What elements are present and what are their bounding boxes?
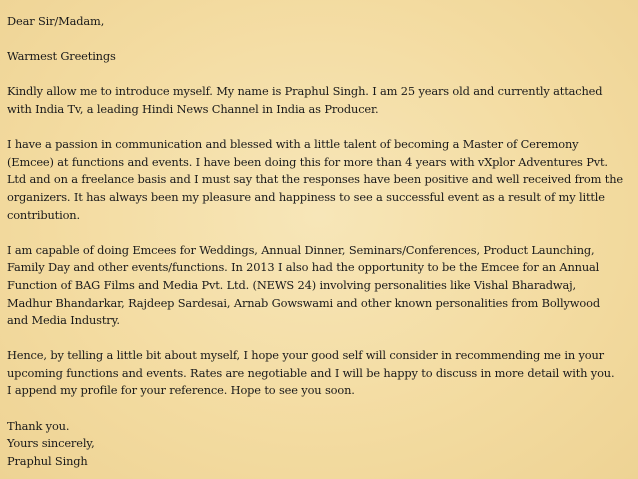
letter-body — [7, 13, 633, 470]
closing-thanks: Thank you. — [7, 418, 70, 433]
greeting: Warmest Greetings — [7, 49, 116, 64]
closing-block — [7, 418, 633, 471]
paragraph-request: Hence, by telling a little bit about myself, I hope your good self will consider in recommending me in your upcoming functions and events. Rates are negotiable and I will be happy to discuss in more detail with you. I append my profile for your reference. Hope to see you soon. — [7, 348, 615, 398]
closing-sincerely: Yours sincerely, — [7, 436, 95, 451]
paragraph-capabilities: I am capable of doing Emcees for Weddings, Annual Dinner, Seminars/Conferences, Product Launching, Family Day and other events/functions. In 2013 I also had the opportunity to be the Emcee for an Annual Function of BAG Films and Media Pvt. Ltd. (NEWS 24) involving personalities like Vishal Bharadwaj, Madhur Bhandarkar, Rajdeep Sardesai, Arnab Gowswami and other known personalities from Bollywood and Media Industry. — [7, 242, 600, 328]
salutation: Dear Sir/Madam, — [7, 14, 105, 28]
paragraph-passion: I have a passion in communication and blessed with a little talent of becoming a Master of Ceremony (Emcee) at functions and events. I have been doing this for more than 4 years with vXplor Adventures Pvt. Ltd and on a freelance basis and I must say that the responses have been positive and well received from the organizers. It has always been my pleasure and happiness to see a successful event as a result of my little contribution. — [7, 137, 623, 222]
signature-name: Praphul Singh — [7, 453, 88, 468]
paragraph-introduction: Kindly allow me to introduce myself. My name is Praphul Singh. I am 25 years old and currently attached with India Tv, a leading Hindi News Channel in India as Producer. — [7, 84, 603, 116]
